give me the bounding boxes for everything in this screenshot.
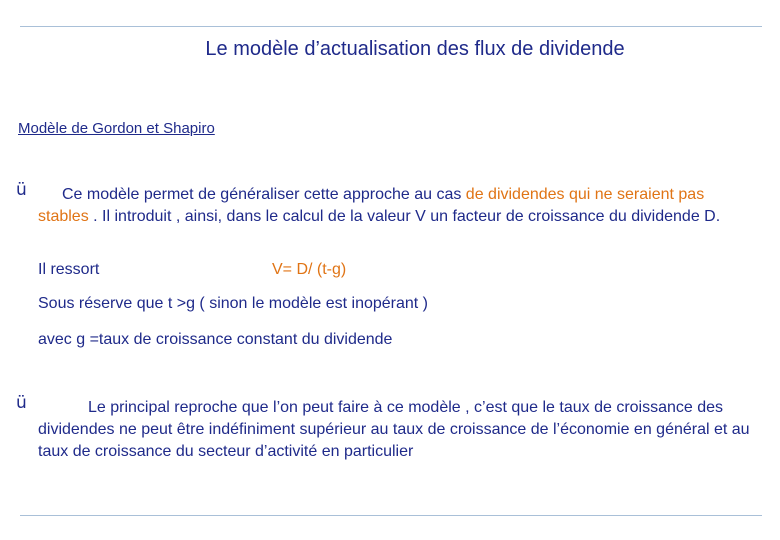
page-title: Le modèle d’actualisation des flux de dividende: [205, 38, 625, 60]
bullet-1-highlight: de dividendes qui ne seraient pas stables: [38, 186, 705, 225]
bullet-paragraph-1: [38, 184, 758, 228]
condition-text: Sous réserve que t >g ( sinon le modèle est inopérant ): [38, 295, 428, 312]
bottom-divider: [20, 515, 762, 516]
top-divider: [20, 26, 762, 27]
checkmark-icon: ü: [16, 180, 27, 200]
definition-text: avec g =taux de croissance constant du dividende: [38, 331, 393, 348]
result-label: Il ressort: [38, 261, 100, 278]
bullet-paragraph-2: Le principal reproche que l’on peut faire à ce modèle , c’est que le taux de croissance des dividendes ne peut être indéfiniment supérieur au taux de croissance de l’économie en général et au taux de croissance du secteur d’activité en particulier: [38, 399, 750, 460]
bullet-1-rest: . Il introduit , ainsi, dans le calcul de la valeur V un facteur de croissance du dividende D.: [88, 208, 721, 225]
gordon-formula: V= D/ (t-g): [272, 261, 347, 278]
section-subtitle: Modèle de Gordon et Shapiro: [18, 120, 215, 137]
checkmark-icon: ü: [16, 393, 27, 413]
bullet-1-intro: Ce modèle permet de généraliser cette approche au cas: [62, 186, 466, 203]
